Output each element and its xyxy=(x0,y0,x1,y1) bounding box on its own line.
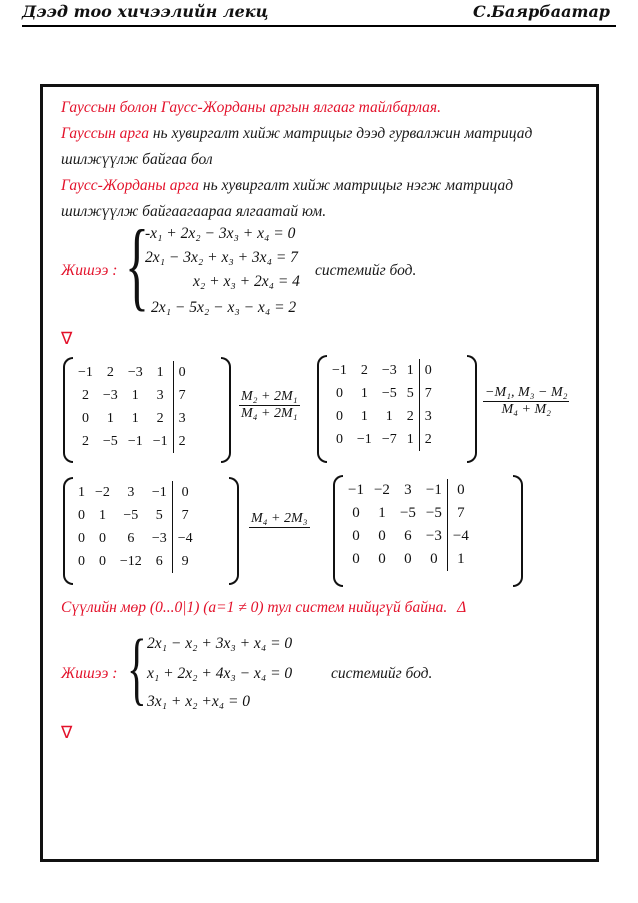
cell: −1 xyxy=(425,482,442,498)
example1-eq3: x₂ + x₃ + 2x₄ = 4 xyxy=(193,273,300,290)
cell: 0 xyxy=(419,359,437,382)
cell: 7 xyxy=(447,502,473,525)
cell: 5 xyxy=(155,507,163,523)
matrix4-right-paren xyxy=(513,475,523,587)
cell: 0 xyxy=(98,553,106,569)
cell: −7 xyxy=(381,431,397,447)
example2-brace: { xyxy=(127,622,147,713)
intro-question: Гауссын болон Гаусс-Жорданы аргын ялгааг тайлбарлая. xyxy=(61,99,441,116)
example2-label: Жишээ : xyxy=(61,665,118,682)
conclusion-text: Сүүлийн мөр (0...0|1) (a=1 ≠ 0) тул систем нийцгүй байна. xyxy=(61,599,448,616)
cell: 2 xyxy=(360,362,368,378)
cell: −5 xyxy=(381,385,397,401)
cell: 3 xyxy=(173,407,191,430)
cell: 2 xyxy=(173,430,191,453)
cell: −5 xyxy=(399,505,416,521)
gauss-desc-1: нь хувиргалт хийж матрицыг дээд гурвалжин матрицад xyxy=(148,125,533,142)
cell: 0 xyxy=(335,385,343,401)
cell: −1 xyxy=(152,433,168,449)
end-mark: Δ xyxy=(457,599,467,616)
cell: 6 xyxy=(127,530,135,546)
matrix2 xyxy=(327,359,437,451)
example1-suffix: системийг бод. xyxy=(315,262,417,279)
cell: 1 xyxy=(131,410,139,426)
gauss-jordan-term: Гаусс-Жорданы арга xyxy=(61,177,200,194)
cell: −1 xyxy=(78,364,93,380)
cell: 1 xyxy=(447,548,473,571)
cell: −3 xyxy=(381,362,397,378)
cell: −3 xyxy=(151,530,167,546)
example2-eq3: 3x₁ + x₂ +x₄ = 0 xyxy=(147,693,251,710)
example1-eq2: 2x₁ − 3x₂ + x₃ + 3x₄ = 7 xyxy=(145,249,298,266)
cell: −2 xyxy=(95,484,110,500)
cell: 0 xyxy=(81,410,89,426)
gauss-term: Гауссын арга xyxy=(61,125,149,142)
cell: 2 xyxy=(419,428,437,451)
header-title: Дээд тоо хичээлийн лекц xyxy=(22,2,269,21)
cell: 5 xyxy=(406,385,414,401)
cell: 0 xyxy=(98,530,106,546)
lecture-frame xyxy=(40,84,599,862)
cell: 0 xyxy=(447,479,473,502)
example2-suffix: системийг бод. xyxy=(331,665,433,682)
example1-label: Жишээ : xyxy=(61,262,118,279)
conclusion xyxy=(61,599,466,617)
cell: 7 xyxy=(172,504,197,527)
cell: 7 xyxy=(173,384,191,407)
matrix4-left-paren xyxy=(333,475,343,587)
cell: 0 xyxy=(352,505,360,521)
matrix3-left-paren xyxy=(63,477,73,585)
matrix1-right-paren xyxy=(221,357,231,463)
matrix1-left-paren xyxy=(63,357,73,463)
cell: −1 xyxy=(356,431,372,447)
op1-top: M₂ + 2M₁ xyxy=(241,389,298,404)
cell: −2 xyxy=(373,482,390,498)
matrix3-right-paren xyxy=(229,477,239,585)
matrix3 xyxy=(73,481,198,573)
cell: 1 xyxy=(385,408,393,424)
cell: −5 xyxy=(425,505,442,521)
cell: −5 xyxy=(102,433,118,449)
cell: 0 xyxy=(78,530,85,546)
gauss-line xyxy=(61,125,532,143)
cell: 0 xyxy=(172,481,197,504)
cell: −3 xyxy=(127,364,143,380)
example2-eq2: x₁ + 2x₂ + 4x₃ − x₄ = 0 xyxy=(147,665,293,682)
cell: 2 xyxy=(81,433,89,449)
cell: 1 xyxy=(360,385,368,401)
op1-bottom: M₄ + 2M₁ xyxy=(241,406,298,421)
page-header xyxy=(22,0,616,26)
cell: 0 xyxy=(378,551,386,567)
cell: 3 xyxy=(404,482,412,498)
cell: 1 xyxy=(360,408,368,424)
gauss-jordan-line xyxy=(61,177,513,195)
cell: 0 xyxy=(352,528,360,544)
cell: 6 xyxy=(404,528,412,544)
cell: −4 xyxy=(172,527,197,550)
cell: −3 xyxy=(102,387,118,403)
cell: −5 xyxy=(123,507,139,523)
cell: 1 xyxy=(406,431,414,447)
matrix1 xyxy=(73,361,191,453)
cell: 0 xyxy=(173,361,191,384)
cell: 2 xyxy=(156,410,164,426)
op3 xyxy=(249,511,310,528)
cell: 0 xyxy=(430,551,438,567)
gauss-desc-2: шилжүүлж байгаа бол xyxy=(61,151,213,168)
example1-eq4: 2x₁ − 5x₂ − x₃ − x₄ = 2 xyxy=(151,299,297,316)
cell: 0 xyxy=(78,553,85,569)
cell: 9 xyxy=(172,550,197,573)
matrix2-left-paren xyxy=(317,355,327,463)
cell: 0 xyxy=(378,528,386,544)
cell: 7 xyxy=(419,382,437,405)
example1-brace: { xyxy=(125,209,149,320)
cell: 2 xyxy=(81,387,89,403)
gauss-jordan-desc-1: нь хувиргалт хийж матрицыг нэгж матрицад xyxy=(199,177,514,194)
cell: −1 xyxy=(151,484,167,500)
cell: 0 xyxy=(78,507,85,523)
cell: −4 xyxy=(447,525,473,548)
cell: 3 xyxy=(127,484,135,500)
cell: −1 xyxy=(332,362,347,378)
matrix2-right-paren xyxy=(467,355,477,463)
op2 xyxy=(483,385,569,418)
cell: 2 xyxy=(406,408,414,424)
example1-eq1: -x₁ + 2x₂ − 3x₃ + x₄ = 0 xyxy=(145,225,296,242)
header-author: С.Баярбаатар xyxy=(472,2,610,21)
cell: 1 xyxy=(406,362,414,378)
cell: −3 xyxy=(425,528,442,544)
nabla-2: ∇ xyxy=(61,723,73,742)
cell: 0 xyxy=(335,408,343,424)
cell: 3 xyxy=(156,387,164,403)
cell: 0 xyxy=(335,431,343,447)
cell: 2 xyxy=(106,364,114,380)
cell: −1 xyxy=(348,482,364,498)
op3-top: M₄ + 2M₃ xyxy=(251,511,308,526)
matrix4 xyxy=(343,479,474,571)
cell: 1 xyxy=(131,387,139,403)
cell: 6 xyxy=(155,553,163,569)
cell: 1 xyxy=(156,364,164,380)
cell: 1 xyxy=(378,505,386,521)
op1 xyxy=(239,389,300,422)
op2-bottom: M₄ + M₂ xyxy=(501,402,551,417)
cell: 1 xyxy=(98,507,106,523)
gauss-jordan-desc-2: шилжүүлж байгаагаараа ялгаатай юм. xyxy=(61,203,327,220)
op2-top: −M₁, M₃ − M₂ xyxy=(485,385,568,400)
cell: −1 xyxy=(127,433,143,449)
cell: −12 xyxy=(119,553,142,569)
header-rule xyxy=(22,25,616,27)
cell: 1 xyxy=(78,484,85,500)
cell: 1 xyxy=(106,410,114,426)
cell: 0 xyxy=(404,551,412,567)
nabla-1: ∇ xyxy=(61,329,73,348)
cell: 0 xyxy=(352,551,360,567)
example2-eq1: 2x₁ − x₂ + 3x₃ + x₄ = 0 xyxy=(147,635,293,652)
cell: 3 xyxy=(419,405,437,428)
